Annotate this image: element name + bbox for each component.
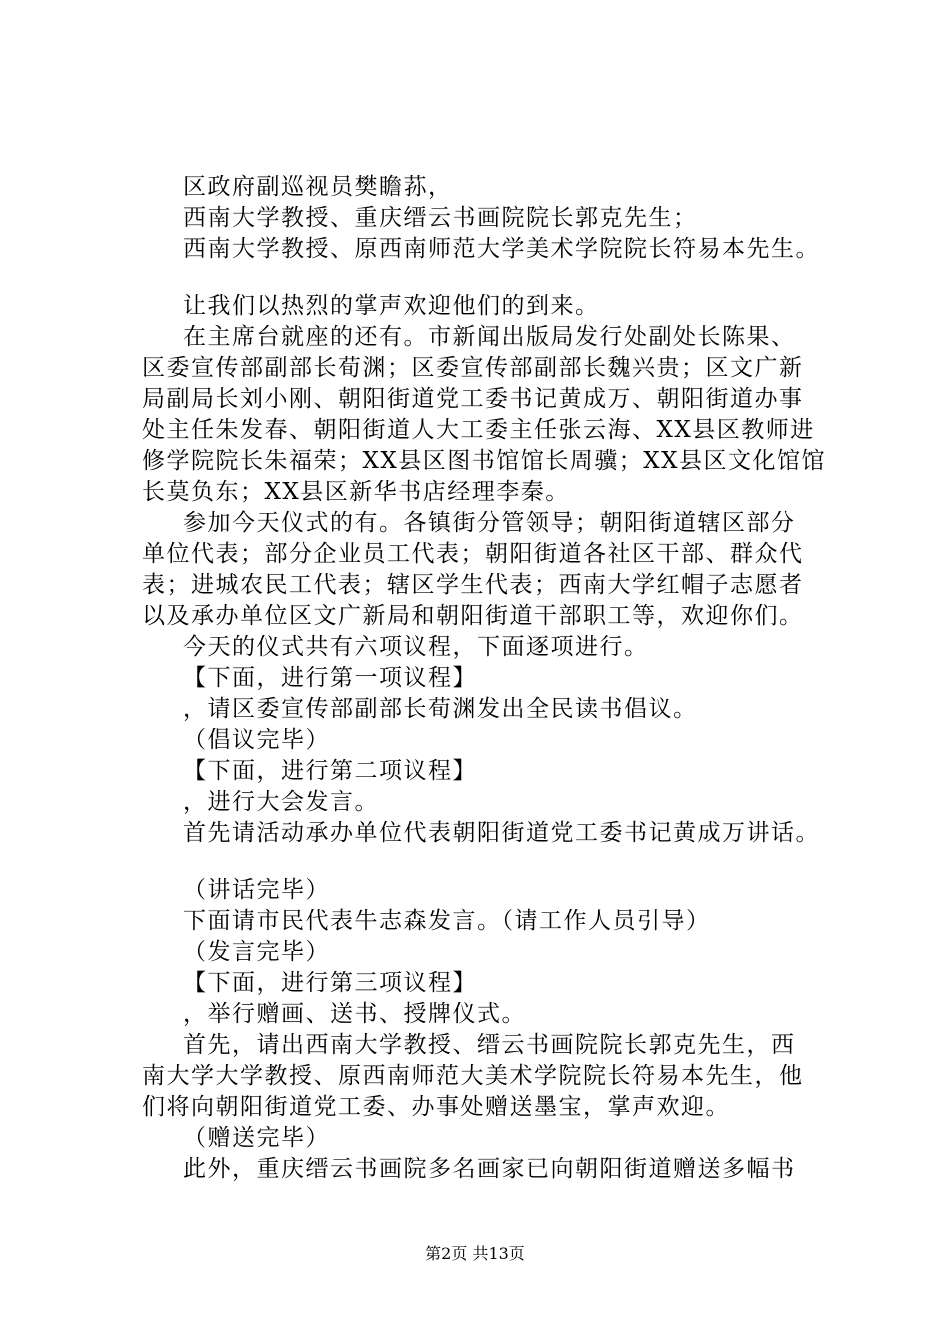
text-line: 表；进城农民工代表；辖区学生代表；西南大学红帽子志愿者 bbox=[142, 572, 804, 598]
text-line: ，举行赠画、送书、授牌仪式。 bbox=[183, 1001, 526, 1027]
text-line: 今天的仪式共有六项议程，下面逐项进行。 bbox=[183, 634, 649, 660]
text-line: 让我们以热烈的掌声欢迎他们的到来。 bbox=[183, 293, 600, 319]
text-line: 【下面，进行第二项议程】 bbox=[183, 758, 477, 784]
page-number-footer: 第2页 共13页 bbox=[425, 1244, 525, 1263]
text-line: 此外，重庆缙云书画院多名画家已向朝阳街道赠送多幅书 bbox=[183, 1156, 796, 1182]
text-line: 在主席台就座的还有。市新闻出版局发行处副处长陈果、 bbox=[183, 324, 796, 350]
text-line: 首先，请出西南大学教授、缙云书画院院长郭克先生，西 bbox=[183, 1032, 796, 1058]
text-line: 局副局长刘小刚、朝阳街道党工委书记黄成万、朝阳街道办事 bbox=[142, 386, 804, 412]
text-line: 区政府副巡视员樊瞻荪， bbox=[183, 174, 453, 200]
text-line: 【下面，进行第一项议程】 bbox=[183, 665, 477, 691]
text-line: 单位代表；部分企业员工代表；朝阳街道各社区干部、群众代 bbox=[142, 541, 804, 567]
text-line: 西南大学教授、原西南师范大学美术学院院长符易本先生。 bbox=[183, 236, 820, 262]
text-line: 以及承办单位区文广新局和朝阳街道干部职工等，欢迎你们。 bbox=[142, 603, 804, 629]
text-line: 们将向朝阳街道党工委、办事处赠送墨宝，掌声欢迎。 bbox=[142, 1094, 730, 1120]
text-line: （倡议完毕） bbox=[183, 727, 330, 753]
text-line: 参加今天仪式的有。各镇街分管领导；朝阳街道辖区部分 bbox=[183, 510, 796, 536]
text-line: 西南大学教授、重庆缙云书画院院长郭克先生； bbox=[183, 205, 698, 231]
text-line: 区委宣传部副部长荀渊；区委宣传部副部长魏兴贵；区文广新 bbox=[142, 355, 804, 381]
text-line: （发言完毕） bbox=[183, 939, 330, 965]
text-line: 修学院院长朱福荣；XX县区图书馆馆长周骥；XX县区文化馆馆 bbox=[142, 448, 826, 474]
document-body bbox=[142, 172, 842, 1185]
paragraph-gap bbox=[142, 265, 842, 291]
paragraph-gap bbox=[142, 849, 842, 875]
text-line: 处主任朱发春、朝阳街道人大工委主任张云海、XX县区教师进 bbox=[142, 417, 815, 443]
text-line: 长莫负东；XX县区新华书店经理李秦。 bbox=[142, 479, 570, 505]
text-line: 下面请市民代表牛志森发言。（请工作人员引导） bbox=[183, 908, 711, 934]
text-line: （赠送完毕） bbox=[183, 1125, 330, 1151]
text-line: ，进行大会发言。 bbox=[183, 789, 379, 815]
text-line: ，请区委宣传部副部长荀渊发出全民读书倡议。 bbox=[183, 696, 698, 722]
text-line: 【下面，进行第三项议程】 bbox=[183, 970, 477, 996]
text-line: 南大学大学教授、原西南师范大美术学院院长符易本先生，他 bbox=[142, 1063, 804, 1089]
text-line: 首先请活动承办单位代表朝阳街道党工委书记黄成万讲话。 bbox=[183, 820, 820, 846]
text-line: （讲话完毕） bbox=[183, 877, 330, 903]
